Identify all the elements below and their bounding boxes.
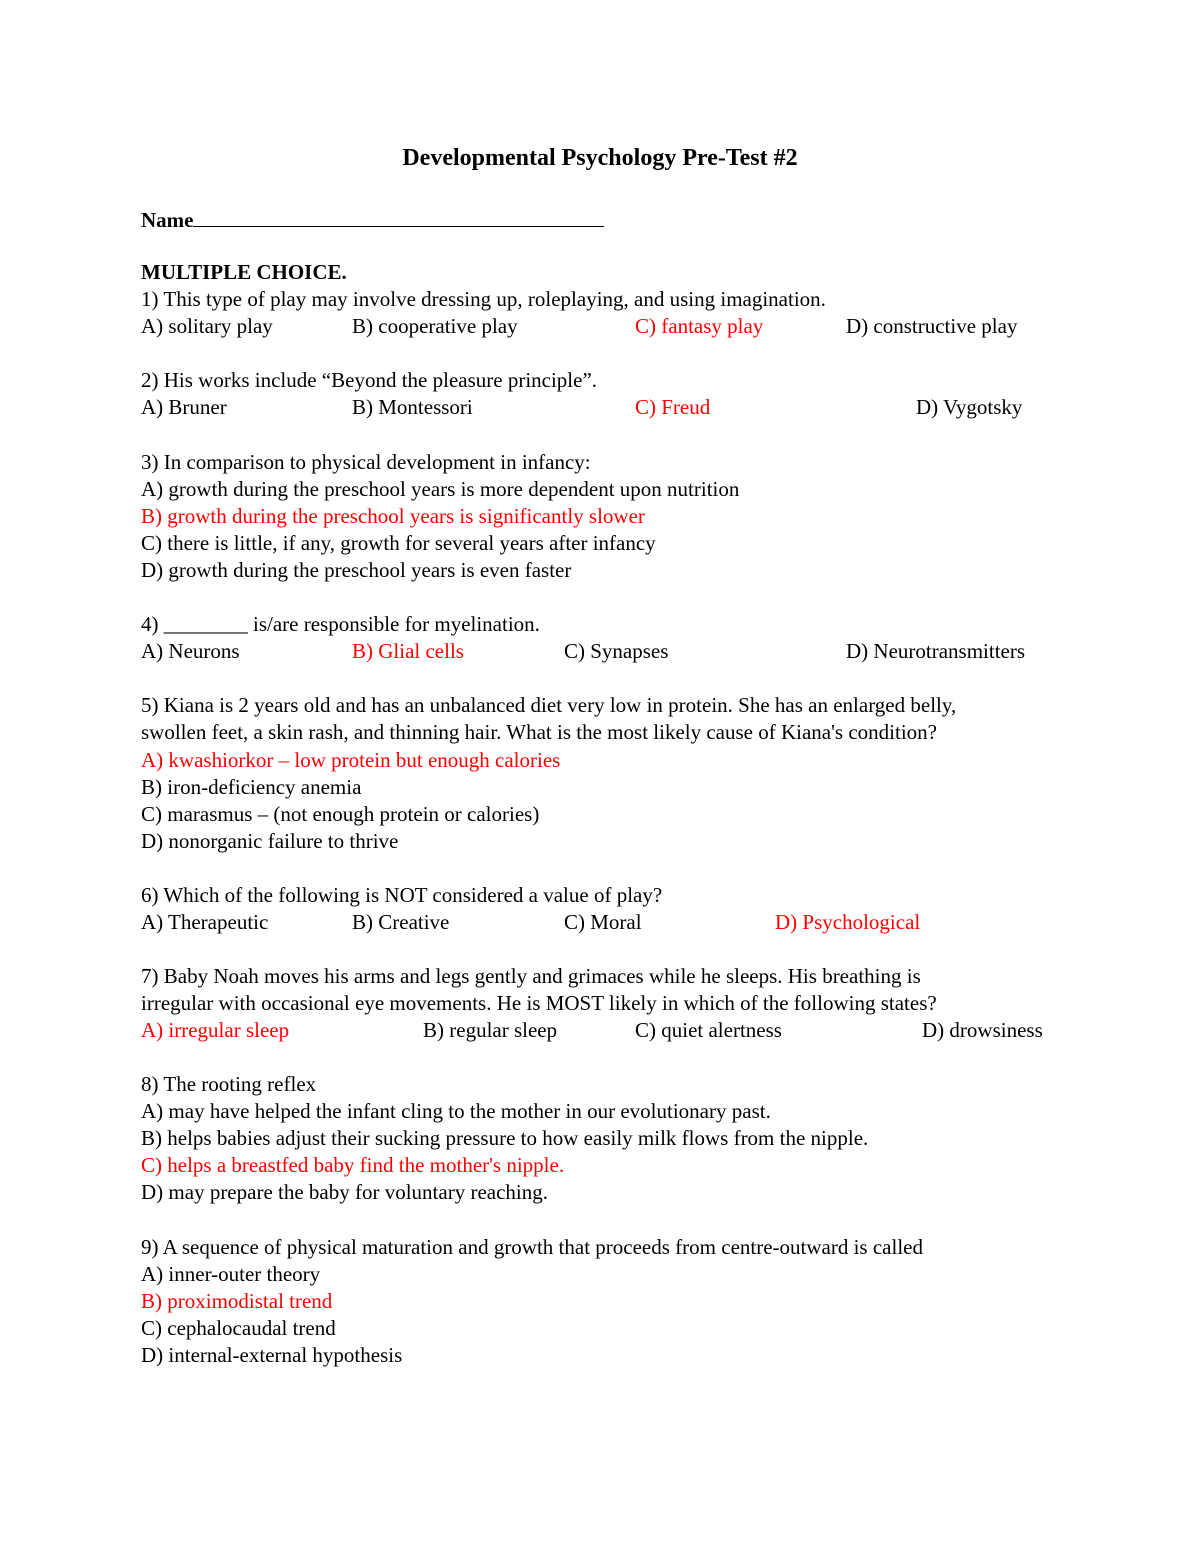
question-9-option-c: C) cephalocaudal trend [141, 1316, 336, 1340]
question-8-option-b: B) helps babies adjust their sucking pressure to how easily milk flows from the nipple. [141, 1126, 869, 1150]
question-4-option-a: A) Neurons [141, 639, 240, 663]
question-4-option-d: D) Neurotransmitters [846, 639, 1026, 663]
question-2-option-d: D) Vygotsky [916, 395, 1023, 419]
question-9-option-d: D) internal-external hypothesis [141, 1343, 403, 1367]
question-1-option-a: A) solitary play [141, 314, 273, 338]
question-1-stem: 1) This type of play may involve dressing up, roleplaying, and using imagination. [141, 287, 826, 311]
question-1-option-c: C) fantasy play [635, 314, 764, 338]
question-3-option-c: C) there is little, if any, growth for several years after infancy [141, 531, 656, 555]
page-title: Developmental Psychology Pre-Test #2 [402, 145, 798, 171]
question-8-option-c: C) helps a breastfed baby find the mother's nipple. [141, 1153, 565, 1177]
name-label: Name [141, 208, 194, 232]
question-5-stem-line-1: 5) Kiana is 2 years old and has an unbalanced diet very low in protein. She has an enlarged belly, [141, 693, 957, 717]
question-5-option-c: C) marasmus – (not enough protein or calories) [141, 802, 540, 826]
name-blank-line[interactable] [193, 204, 604, 227]
question-7-option-c: C) quiet alertness [635, 1018, 782, 1042]
question-7-option-b: B) regular sleep [423, 1018, 558, 1042]
question-3-stem: 3) In comparison to physical development in infancy: [141, 450, 591, 474]
question-6-option-b: B) Creative [352, 910, 450, 934]
question-8-option-d: D) may prepare the baby for voluntary reaching. [141, 1180, 548, 1204]
question-4-stem: 4) ________ is/are responsible for myelination. [141, 612, 540, 636]
question-5-option-d: D) nonorganic failure to thrive [141, 829, 399, 853]
question-7-option-d: D) drowsiness [922, 1018, 1043, 1042]
question-8-option-a: A) may have helped the infant cling to the mother in our evolutionary past. [141, 1099, 771, 1123]
question-1-option-d: D) constructive play [846, 314, 1018, 338]
question-6-option-a: A) Therapeutic [141, 910, 269, 934]
question-9-option-b: B) proximodistal trend [141, 1289, 333, 1313]
question-5-option-a: A) kwashiorkor – low protein but enough calories [141, 748, 561, 772]
question-5-option-b: B) iron-deficiency anemia [141, 775, 362, 799]
question-4-option-c: C) Synapses [564, 639, 669, 663]
question-3-option-b: B) growth during the preschool years is significantly slower [141, 504, 645, 528]
question-9-stem: 9) A sequence of physical maturation and growth that proceeds from centre-outward is called [141, 1235, 923, 1259]
question-7-stem-line-1: 7) Baby Noah moves his arms and legs gently and grimaces while he sleeps. His breathing is [141, 964, 921, 988]
question-5-stem-line-2: swollen feet, a skin rash, and thinning hair. What is the most likely cause of Kiana's condition? [141, 720, 937, 744]
question-4-option-b: B) Glial cells [352, 639, 464, 663]
question-2-option-a: A) Bruner [141, 395, 227, 419]
question-1-option-b: B) cooperative play [352, 314, 518, 338]
question-7-option-a: A) irregular sleep [141, 1018, 290, 1042]
question-2-stem: 2) His works include “Beyond the pleasure principle”. [141, 368, 598, 392]
question-6-stem: 6) Which of the following is NOT considered a value of play? [141, 883, 663, 907]
name-field [141, 204, 604, 234]
question-6-option-d: D) Psychological [775, 910, 921, 934]
question-9-option-a: A) inner-outer theory [141, 1262, 321, 1286]
question-3-option-a: A) growth during the preschool years is more dependent upon nutrition [141, 477, 740, 501]
section-heading: MULTIPLE CHOICE. [141, 260, 347, 284]
question-7-stem-line-2: irregular with occasional eye movements. He is MOST likely in which of the following states? [141, 991, 937, 1015]
question-2-option-b: B) Montessori [352, 395, 473, 419]
question-2-option-c: C) Freud [635, 395, 711, 419]
question-8-stem: 8) The rooting reflex [141, 1072, 317, 1096]
question-6-option-c: C) Moral [564, 910, 642, 934]
question-3-option-d: D) growth during the preschool years is even faster [141, 558, 572, 582]
